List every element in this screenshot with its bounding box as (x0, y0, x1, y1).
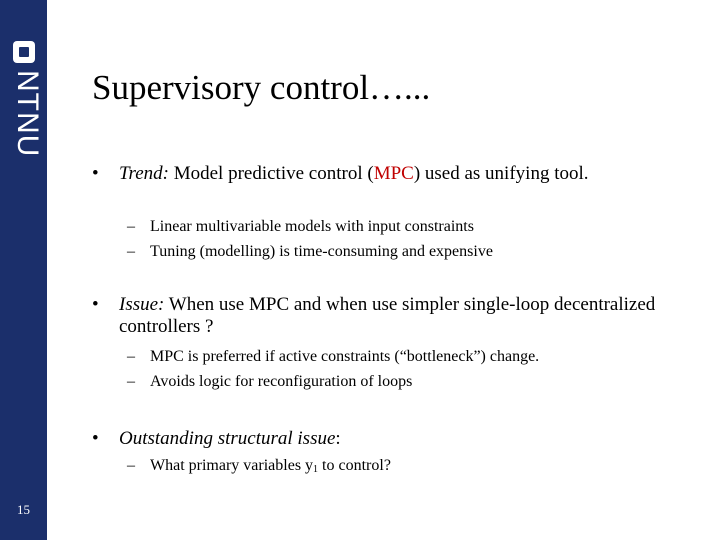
subitem-text: Tuning (modelling) is time-consuming and expensive (150, 243, 493, 260)
dash-marker: – (127, 218, 135, 235)
subitem (127, 372, 412, 392)
mpc-highlight: MPC (373, 163, 414, 184)
bullet-marker: • (92, 428, 99, 449)
bullet-text: When use MPC and when use simpler single-loop decentralized controllers ? (119, 294, 656, 337)
dash-marker: – (127, 457, 135, 474)
svg-text:NTNU: NTNU (11, 70, 44, 158)
slide-number: 15 (17, 502, 30, 517)
bullet-text: Model predictive control ( (168, 163, 374, 184)
sidebar (0, 0, 47, 540)
subitem-text: Linear multivariable models with input constraints (150, 218, 474, 235)
subitem-text-end: to control? (318, 457, 391, 474)
subitem (127, 242, 493, 262)
subitem-text: MPC is preferred if active constraints (“bottleneck”) change. (150, 348, 540, 365)
subscript: 1 (313, 464, 319, 475)
dash-marker: – (127, 243, 135, 260)
ntnu-logo-text (8, 70, 44, 185)
dash-marker: – (127, 348, 135, 365)
dash-marker: – (127, 373, 135, 390)
bullet-text-end: ) used as unifying tool. (413, 163, 589, 184)
bullet-lead: Issue: (119, 294, 165, 315)
subitem (127, 347, 539, 367)
subitem (127, 456, 391, 480)
subitem (127, 217, 474, 237)
bullet-marker: • (92, 294, 99, 315)
subitem-text: Avoids logic for reconfiguration of loops (150, 373, 413, 390)
bullet-lead: Trend: (119, 163, 169, 184)
bullet-marker: • (92, 163, 99, 184)
bullet-tail: : (335, 428, 341, 449)
subitem-text: What primary variables y (150, 457, 314, 474)
ntnu-logo-icon (12, 40, 36, 64)
slide-title: Supervisory control…... (92, 68, 431, 107)
bullet-lead: Outstanding structural issue (119, 428, 336, 449)
